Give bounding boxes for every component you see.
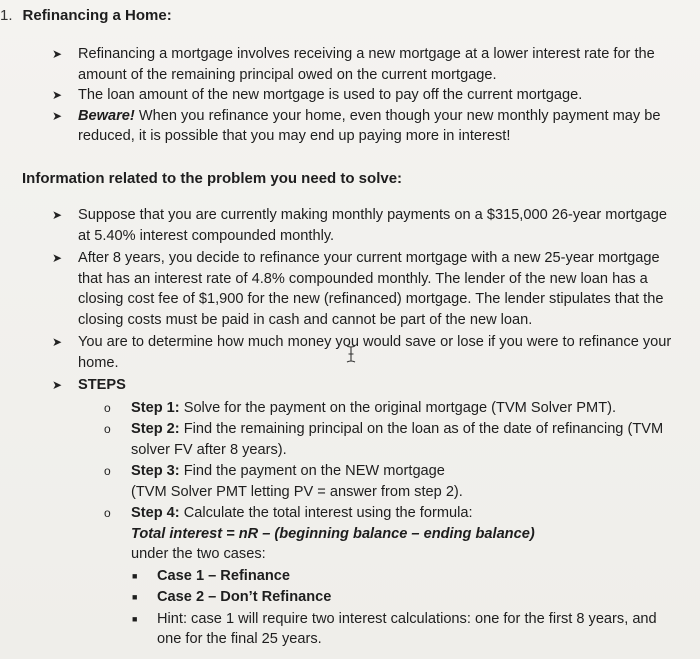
beware-label: Beware!	[78, 107, 135, 124]
case-item: ■ Hint: case 1 will require two interest calculations: one for the first 8 years, and one for the final 25 years.	[132, 610, 657, 647]
section-heading	[0, 6, 172, 27]
arrow-bullet-icon: ➤	[52, 88, 63, 102]
info-title: Information related to the problem you need to solve:	[22, 170, 403, 187]
hollow-circle-bullet-icon: o	[104, 464, 111, 478]
hollow-circle-bullet-icon: o	[104, 506, 111, 520]
problem-bullet-list	[52, 205, 682, 651]
bullet-text: You are to determine how much money yo u would save or lose if you were to refinance your home.	[78, 334, 672, 371]
section-number: 1.	[0, 7, 13, 24]
list-item	[52, 205, 682, 246]
step-item: o Step 3: Find the payment on the NEW mortgage (TVM Solver PMT letting PV = answer from step 2).	[104, 463, 463, 500]
cases-list	[130, 566, 682, 650]
hollow-circle-bullet-icon: o	[104, 422, 111, 436]
arrow-bullet-icon: ➤	[52, 108, 63, 123]
arrow-bullet-icon: ➤	[52, 251, 63, 265]
list-item	[52, 106, 688, 147]
arrow-bullet-icon: ➤	[52, 378, 63, 392]
step-item: o Step 4: Calculate the total interest using the formula: Total interest = nR – (beginning balance – ending balance) under the two cases:	[104, 505, 535, 562]
list-item	[52, 332, 682, 373]
list-item	[52, 248, 682, 330]
intro-bullet-list	[52, 44, 688, 147]
section-title: Refinancing a Home:	[22, 7, 172, 24]
bullet-text: Refinancing a mortgage involves receiving a new mortgage at a lower interest rate for the amount of the remaining principal owed on the current mortgage.	[78, 46, 655, 83]
step-item: o Step 2: Find the remaining principal on the loan as of the date of refinancing (TVM solver FV after 8 years).	[104, 421, 664, 458]
arrow-bullet-icon: ➤	[52, 208, 63, 222]
bullet-text: The loan amount of the new mortgage is used to pay off the current mortgage.	[78, 87, 583, 103]
arrow-bullet-icon: ➤	[52, 47, 63, 61]
bullet-text: After 8 years, you decide to refinance your current mortgage with a new 25-year mortgage that has an interest rate of 4.8% compounded monthly. The lender of the new loan has a closing cost fee of $1,900 for the new (refinanced) mortgage. The lender stipulates that the closing costs must be paid in cash and cannot be part of the new loan.	[78, 250, 664, 328]
steps-label: STEPS	[78, 377, 126, 393]
arrow-bullet-icon: ➤	[52, 335, 63, 349]
total-interest-formula: Total interest = nR – (beginning balance – ending balance)	[131, 525, 535, 542]
step-item: o Step 1: Solve for the payment on the original mortgage (TVM Solver PMT).	[104, 399, 617, 416]
case-item: ■ Case 2 – Don’t Refinance	[132, 589, 332, 605]
square-bullet-icon: ■	[132, 570, 138, 581]
square-bullet-icon: ■	[132, 613, 138, 624]
list-item	[52, 85, 688, 106]
square-bullet-icon: ■	[132, 592, 138, 602]
case-item: ■ Case 1 – Refinance	[132, 567, 291, 584]
bullet-text: Suppose that you are currently making monthly payments on a $315,000 26-year mortgage at 5.40% interest compounded monthly.	[78, 207, 667, 244]
bullet-text: Beware! When you refinance your home, even though your new monthly payment may be reduced, it is possible that you may end up paying more in interest!	[78, 107, 661, 144]
hollow-circle-bullet-icon: o	[104, 400, 111, 415]
steps-list	[104, 398, 682, 650]
list-item	[52, 44, 688, 85]
list-item	[52, 375, 682, 396]
